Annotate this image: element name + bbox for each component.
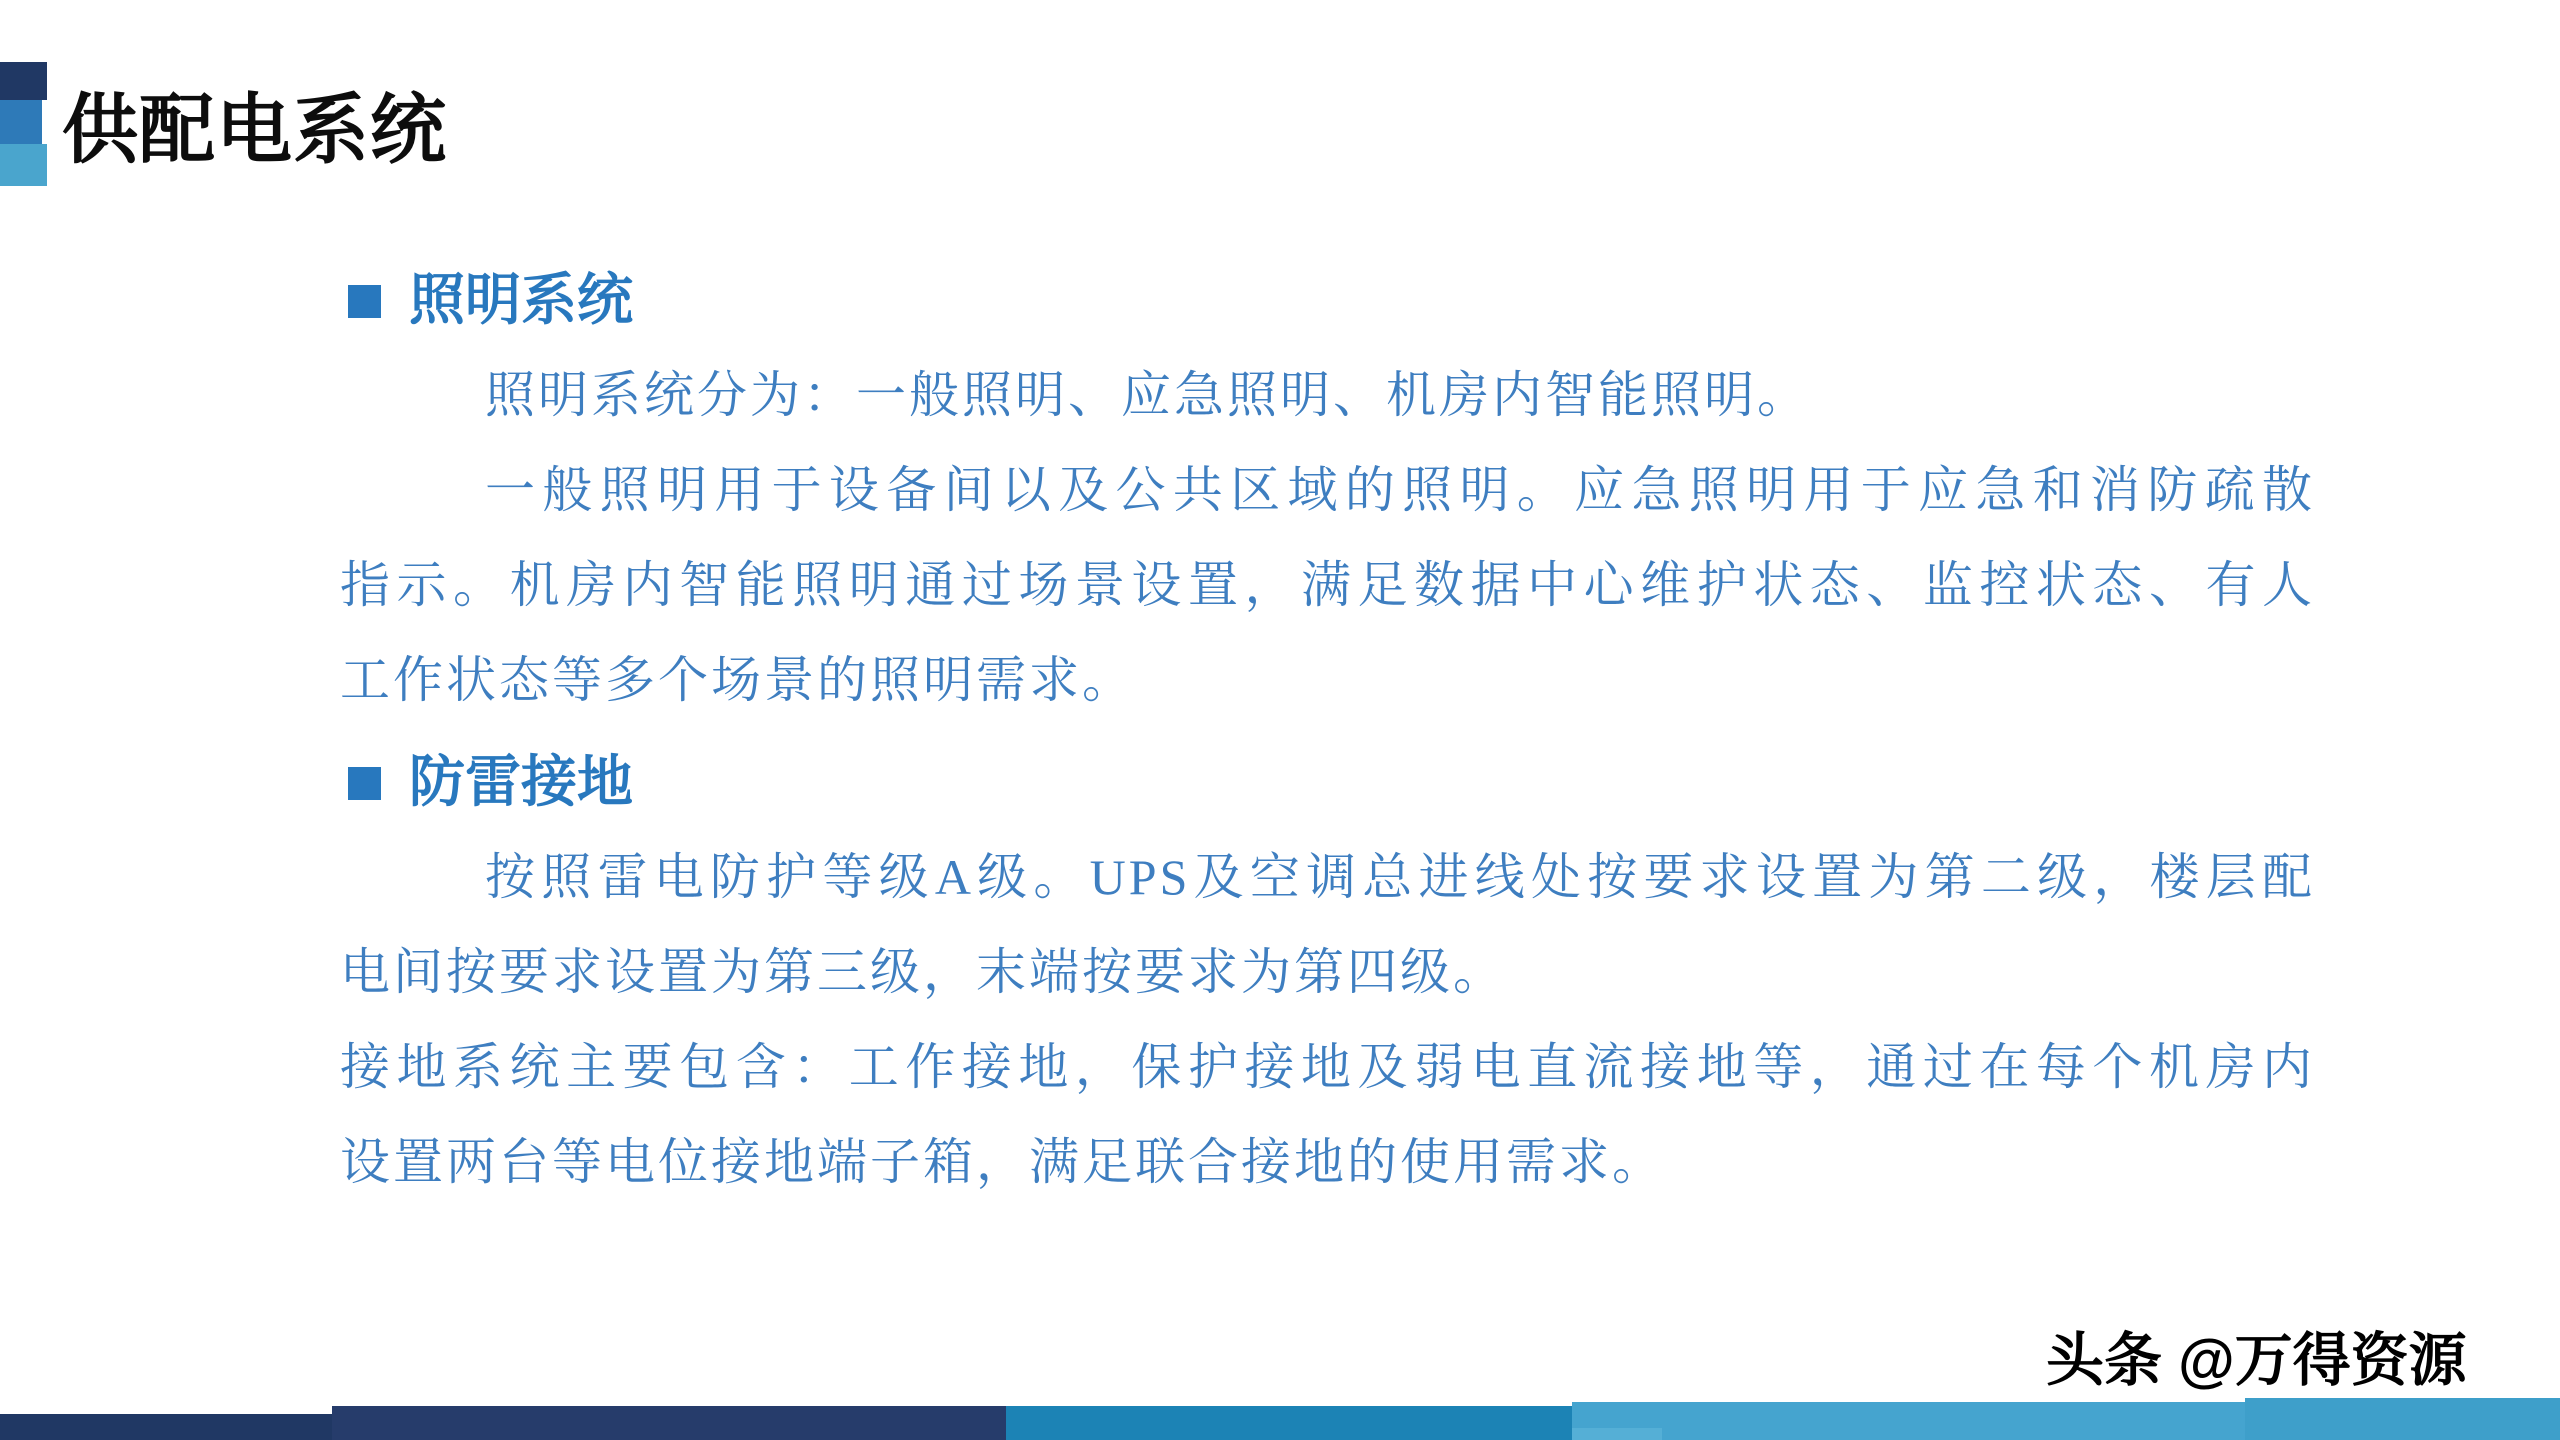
section-heading-text: 照明系统 xyxy=(409,270,633,332)
section-heading-grounding xyxy=(348,748,633,818)
body-line: 一般照明用于设备间以及公共区域的照明。应急照明用于应急和消防疏散 xyxy=(485,462,2315,518)
body-line: 接地系统主要包含：工作接地，保护接地及弱电直流接地等，通过在每个机房内 xyxy=(340,1039,2315,1095)
bottom-bar-small-tab xyxy=(1572,1428,1662,1440)
body-line: 照明系统分为：一般照明、应急照明、机房内智能照明。 xyxy=(485,367,1810,423)
bottom-bar-dark-navy xyxy=(0,1414,332,1440)
square-bullet-icon xyxy=(348,285,381,318)
section-heading-text: 防雷接地 xyxy=(409,752,633,814)
square-bullet-icon xyxy=(348,767,381,800)
body-line: 按照雷电防护等级A级。UPS及空调总进线处按要求设置为第二级，楼层配 xyxy=(485,849,2315,905)
title-accent-square-blue xyxy=(0,100,42,144)
section-heading-lighting xyxy=(348,266,633,336)
slide-title: 供配电系统 xyxy=(62,88,447,173)
bottom-bar-blue xyxy=(1006,1406,1572,1440)
body-line: 工作状态等多个场景的照明需求。 xyxy=(340,652,1135,708)
body-line: 设置两台等电位接地端子箱，满足联合接地的使用需求。 xyxy=(340,1134,1665,1190)
body-line: 电间按要求设置为第三级，末端按要求为第四级。 xyxy=(340,944,1506,1000)
bottom-bar-navy xyxy=(332,1406,1006,1440)
bottom-bar-light-blue xyxy=(1572,1402,2245,1440)
watermark-text: 头条 @万得资源 xyxy=(2046,1328,2467,1393)
bottom-bar-right-blue xyxy=(2245,1398,2560,1440)
body-line: 指示。机房内智能照明通过场景设置，满足数据中心维护状态、监控状态、有人 xyxy=(340,557,2315,613)
title-accent-square-dark xyxy=(0,62,47,100)
title-accent-square-light xyxy=(0,144,47,186)
